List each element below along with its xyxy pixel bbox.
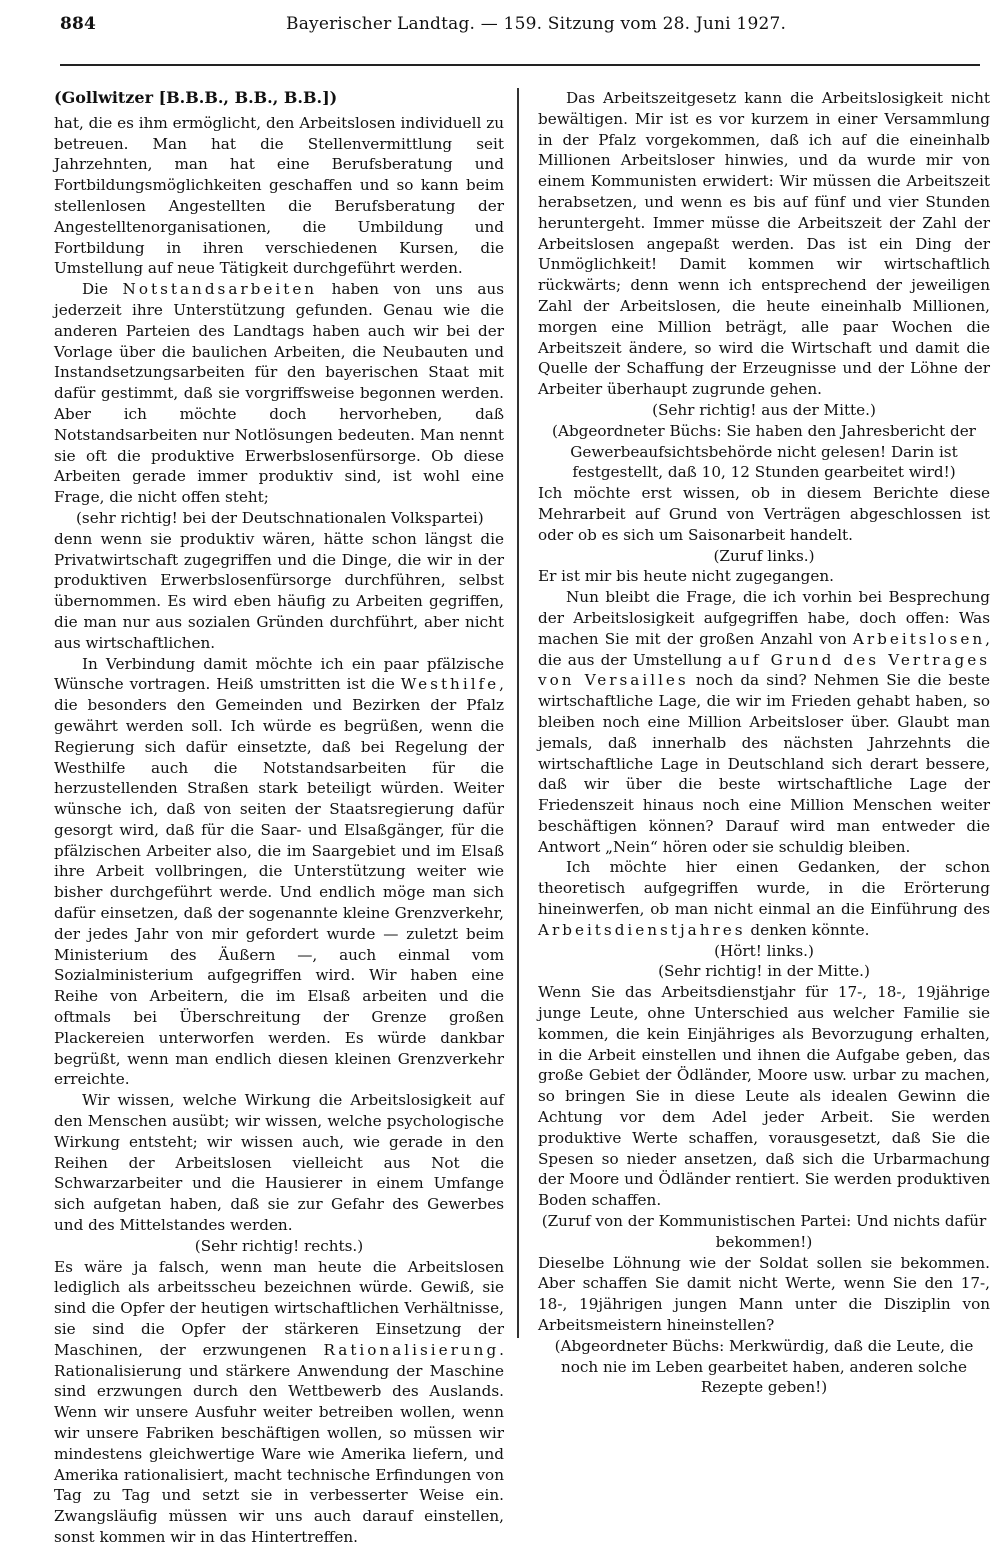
paragraph	[54, 1257, 504, 1548]
interjection: (Abgeordneter Büchs: Sie haben den Jahresbericht der Gewerbeaufsichtsbehörde nicht gelesen! Darin ist festgestellt, daß 10, 12 Stunden gearbeitet wird!)	[552, 421, 976, 482]
paragraph: Wir wissen, welche Wirkung die Arbeitslosigkeit auf den Menschen ausübt; wir wissen, welche psychologische Wirkung entsteht; wir wissen auch, wie gerade in den Reihen der Arbeitslosen vielleicht aus Not die Schwarzarbeiter und die Hausierer in einem Umfange sich aufgetan haben, daß sie zur Gefahr des Gewerbes und des Mittelstandes werden.	[54, 1091, 504, 1235]
interjection: (Zuruf links.)	[713, 546, 815, 565]
interjection: (Sehr richtig! in der Mitte.)	[658, 962, 870, 981]
paragraph-text: In Verbindung damit möchte ich ein paar pfälzische Wünsche vortragen. Heiß umstritten ist die	[54, 654, 504, 694]
running-head: Bayerischer Landtag. — 159. Sitzung vom 28. Juni 1927.	[286, 14, 787, 34]
paragraph: denn wenn sie produktiv wären, hätte schon längst die Privatwirtschaft zugegriffen und die Dinge, die wir in der produktiven Erwerbslosenfürsorge durchführen, selbst übernommen. Es wird eben häufig zu Arbeiten gegriffen, die man nur aus sozialen Gründen durchführt, aber nicht aus wirtschaftlichen.	[54, 529, 504, 652]
paragraph-text: . Rationalisierung und stärkere Anwendung der Maschine sind erzwungen durch den Wettbewerb des Auslands. Wenn wir unsere Ausfuhr weiter betreiben wollen, wenn wir unsere Fabriken beschäftigen wollen, so müssen wir mindestens gleichwertige Ware wie Amerika liefern, und Amerika rationalisiert, macht technische Erfindungen von Tag zu Tag und setzt sie in verbesserter Weise ein. Zwangsläufig müssen wir uns auch darauf einstellen, sonst kommen wir in das Hintertreffen.	[54, 1340, 504, 1546]
header-rule	[60, 64, 980, 66]
paragraph-text: Es wäre ja falsch, wenn man heute die Arbeitslosen lediglich als arbeitsscheu bezeichnen würde. Gewiß, sie sind die Opfer der heutigen wirtschaftlichen Verhältnisse, sie sind die Opfer der stärkeren Einsetzung der Maschinen, der erzwungenen	[54, 1257, 504, 1359]
interjection: (Hört! links.)	[714, 941, 814, 960]
paragraph-text: haben von uns aus jederzeit ihre Unterstützung gefunden. Genau wie die anderen Parteien des Landtags haben auch wir bei der Vorlage über die baulichen Arbeiten, die Neubauten und Instandsetzungsarbeiten für den bayerischen Staat mit dafür gestimmt, daß sie vorgriffsweise begonnen werden. Aber ich möchte doch hervorheben, daß Notstandsarbeiten nur Notlösungen bedeuten. Man nennt sie oft die produktive Erwerbslosenfürsorge. Ob diese Arbeiten gerade immer produktiv sind, ist wohl eine Frage, die nicht offen steht;	[54, 280, 504, 507]
interjection: (Sehr richtig! aus der Mitte.)	[652, 400, 876, 419]
left-column	[54, 88, 504, 1548]
paragraph: Dieselbe Löhnung wie der Soldat sollen sie bekommen. Aber schaffen Sie damit nicht Werte, wenn Sie den 17-, 18-, 19jährigen jungen Mann unter die Disziplin von Arbeitsmeistern hineinstellen?	[538, 1253, 990, 1335]
emphasized-term: auf Grund des Vertrages von Versailles	[538, 650, 990, 690]
paragraph: Wenn Sie das Arbeitsdienstjahr für 17-, 18-, 19jährige junge Leute, ohne Unterschied aus welcher Familie sie kommen, die kein Einjähriges als Bevorzugung erhalten, in die Arbeit einstellen und ihnen die Aufgabe geben, das große Gebiet der Ödländer, Moore usw. urbar zu machen, so bringen Sie in diese Leute als idealen Gewinn die Achtung vor dem Adel jeder Arbeit. Sie werden produktive Werte schaffen, vorausgesetzt, daß Sie die Spesen so nieder ansetzen, daß sich die Urbarmachung der Moore und Ödländer rentiert. Sie werden produktiven Boden schaffen.	[538, 983, 990, 1210]
paragraph: Er ist mir bis heute nicht zugegangen.	[538, 567, 835, 586]
paragraph: Ich möchte erst wissen, ob in diesem Berichte diese Mehrarbeit auf Grund von Verträgen abgeschlossen ist oder ob es sich um Saisonarbeit handelt.	[538, 484, 990, 544]
paragraph-text: , die besonders den Gemeinden und Bezirken der Pfalz gewährt werden soll. Ich würde es begrüßen, wenn die Regierung sich dafür einsetzte, daß bei Regelung der Westhilfe auch die Notstandsarbeiten für die herzustellenden Straßen stark beteiligt würden. Weiter wünsche ich, daß von seiten der Staatsregierung dafür gesorgt wird, daß für die Saar- und Elsaßgänger, für die pfälzischen Arbeiter also, die im Saargebiet und im Elsaß ihre Arbeit vollbringen, die Unterstützung weiter wie bisher durchgeführt werde. Und endlich möge man sich dafür einsetzen, daß der sogenannte kleine Grenzverkehr, der jedes Jahr von mir gefordert wurde — zuletzt beim Ministerium des Äußern —, auch einmal vom Sozialministerium aufgegriffen wird. Wir haben eine Reihe von Arbeitern, die im Elsaß arbeiten und die oftmals bei Überschreitung der Grenze großen Plackereien unterworfen werden. Es würde dankbar begrüßt, wenn man endlich diesen kleinen Grenzverkehr erreichte.	[54, 675, 504, 1089]
emphasized-term: Notstandsarbeiten	[122, 280, 318, 299]
interjection: (Sehr richtig! rechts.)	[194, 1236, 364, 1255]
emphasized-term: Rationalisierung	[323, 1340, 500, 1359]
paragraph-text: Nun bleibt die Frage, die ich vorhin bei Besprechung der Arbeitslosigkeit aufgegriffen habe, doch offen: Was machen Sie mit der großen Anzahl von	[538, 588, 990, 648]
paragraph: hat, die es ihm ermöglicht, den Arbeitslosen individuell zu betreuen. Man hat die Stellenvermittlung seit Jahrzehnten, man hat eine Berufsberatung und Fortbildungsmöglichkeiten geschaffen und so kann beim stellenlosen Angestellten die Berufsberatung der Angestelltenorganisationen, die Umbildung und Fortbildung in ihren verschiedenen Kursen, die Umstellung auf neue Tätigkeit durchgeführt werden.	[54, 113, 504, 278]
interjection: (Abgeordneter Büchs: Merkwürdig, daß die Leute, die noch nie im Leben gearbeitet haben, anderen solche Rezepte geben!)	[554, 1336, 974, 1397]
paragraph	[54, 654, 504, 1091]
page-number: 884	[60, 14, 97, 34]
emphasized-term: Westhilfe	[400, 675, 500, 694]
paragraph-text: , die aus der Umstellung	[538, 629, 990, 669]
emphasized-term: Arbeitsdienstjahres	[538, 920, 746, 939]
emphasized-term: Arbeitslosen	[852, 629, 986, 648]
column-divider	[517, 88, 519, 1338]
speaker-heading: (Gollwitzer [B.B.B., B.B., B.B.])	[54, 88, 338, 107]
right-column	[538, 88, 990, 1398]
interjection: (Zuruf von der Kommunistischen Partei: Und nichts dafür bekommen!)	[541, 1212, 987, 1251]
paragraph-text: denken könnte.	[745, 920, 870, 939]
paragraph	[538, 857, 990, 940]
interjection: (sehr richtig! bei der Deutschnationalen Volkspartei)	[76, 508, 484, 527]
paragraph	[54, 279, 504, 508]
paragraph-text: noch da sind? Nehmen Sie die beste wirtschaftliche Lage, die wir im Frieden gehabt haben, so bleiben noch eine Million Arbeitsloser über. Glaubt man jemals, daß innerhalb des nächsten Jahrzehnts die wirtschaftliche Lage in Deutschland sich derart bessere, daß wir über die beste wirtschaftliche Lage der Friedenszeit hinaus noch eine Million Menschen weiter beschäftigen können? Darauf wird man entweder die Antwort „Nein“ hören oder sie schuldig bleiben.	[538, 671, 990, 856]
page-header	[60, 8, 980, 44]
paragraph-text: Die	[82, 280, 123, 299]
paragraph-text: Ich möchte hier einen Gedanken, der schon theoretisch aufgegriffen wurde, in die Erörterung hineinwerfen, ob man nicht einmal an die Einführung des	[538, 858, 990, 919]
paragraph	[538, 587, 990, 857]
paragraph: Das Arbeitszeitgesetz kann die Arbeitslosigkeit nicht bewältigen. Mir ist es vor kurzem in einer Versammlung in der Pfalz vorgekommen, daß ich auf die eineinhalb Millionen Arbeitsloser hinwies, und da wurde mir von einem Kommunisten erwidert: Wir müssen die Arbeitszeit herabsetzen, und wenn es bis auf fünf und vier Stunden heruntergeht. Immer müsse die Arbeitszeit der Zahl der Arbeitslosen angepaßt werden. Das ist ein Ding der Unmöglichkeit! Damit kommen wir wirtschaftlich rückwärts; denn wenn ich entsprechend der jeweiligen Zahl der Arbeitslosen, die heute eineinhalb Millionen, morgen eine Million beträgt, alle paar Wochen die Arbeitszeit ändere, so wird die Wirtschaft und damit die Quelle der Schaffung der Erzeugnisse und der Löhne der Arbeiter überhaupt zugrunde gehen.	[538, 89, 990, 399]
